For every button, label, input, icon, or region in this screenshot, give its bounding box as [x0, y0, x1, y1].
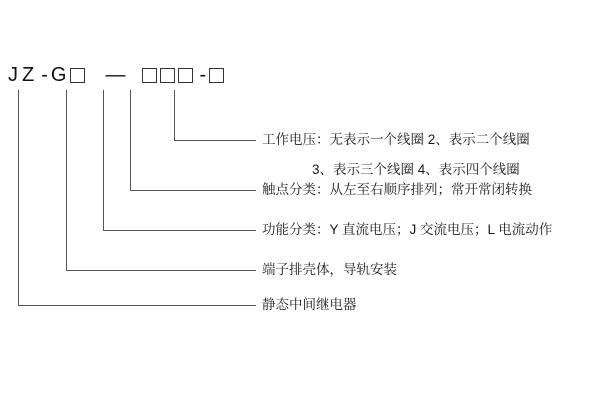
code-box-voltage [209, 68, 224, 83]
leader-vline-product [18, 90, 19, 305]
code-char-g: G [50, 64, 68, 86]
leader-hline-voltage [174, 140, 256, 141]
code-dash-2: — [105, 64, 126, 86]
leader-hline-product [18, 305, 256, 306]
leader-vline-voltage [174, 90, 175, 140]
label-working-voltage-line2: 3、表示三个线圈 4、表示四个线圈 [312, 162, 520, 177]
label-terminal-shell: 端子排壳体，导轨安装 [262, 262, 397, 277]
leader-hline-function [103, 230, 256, 231]
code-box-contact-2 [160, 68, 175, 83]
label-contact-classification: 触点分类：从左至右顺序排列；常开常闭转换 [262, 182, 532, 197]
code-char-z: Z [22, 64, 36, 86]
code-char-j: J [8, 64, 19, 86]
leader-vline-contact [130, 90, 131, 190]
label-working-voltage-line1: 工作电压：无表示一个线圈 2、表示二个线圈 [262, 132, 530, 147]
code-box-contact-3 [178, 68, 193, 83]
code-box-contact-1 [142, 68, 157, 83]
model-code-row [8, 60, 227, 90]
leader-hline-contact [130, 190, 256, 191]
code-dash-3: - [199, 64, 207, 86]
label-function-classification: 功能分类：Y 直流电压；J 交流电压；L 电流动作 [262, 222, 553, 237]
label-product-name: 静态中间继电器 [262, 297, 357, 312]
code-box-group [142, 68, 196, 83]
leader-vline-function [103, 90, 104, 230]
code-box-shell [70, 68, 85, 83]
code-dash-1: - [41, 64, 48, 86]
leader-vline-shell [66, 90, 67, 270]
leader-hline-shell [66, 270, 256, 271]
